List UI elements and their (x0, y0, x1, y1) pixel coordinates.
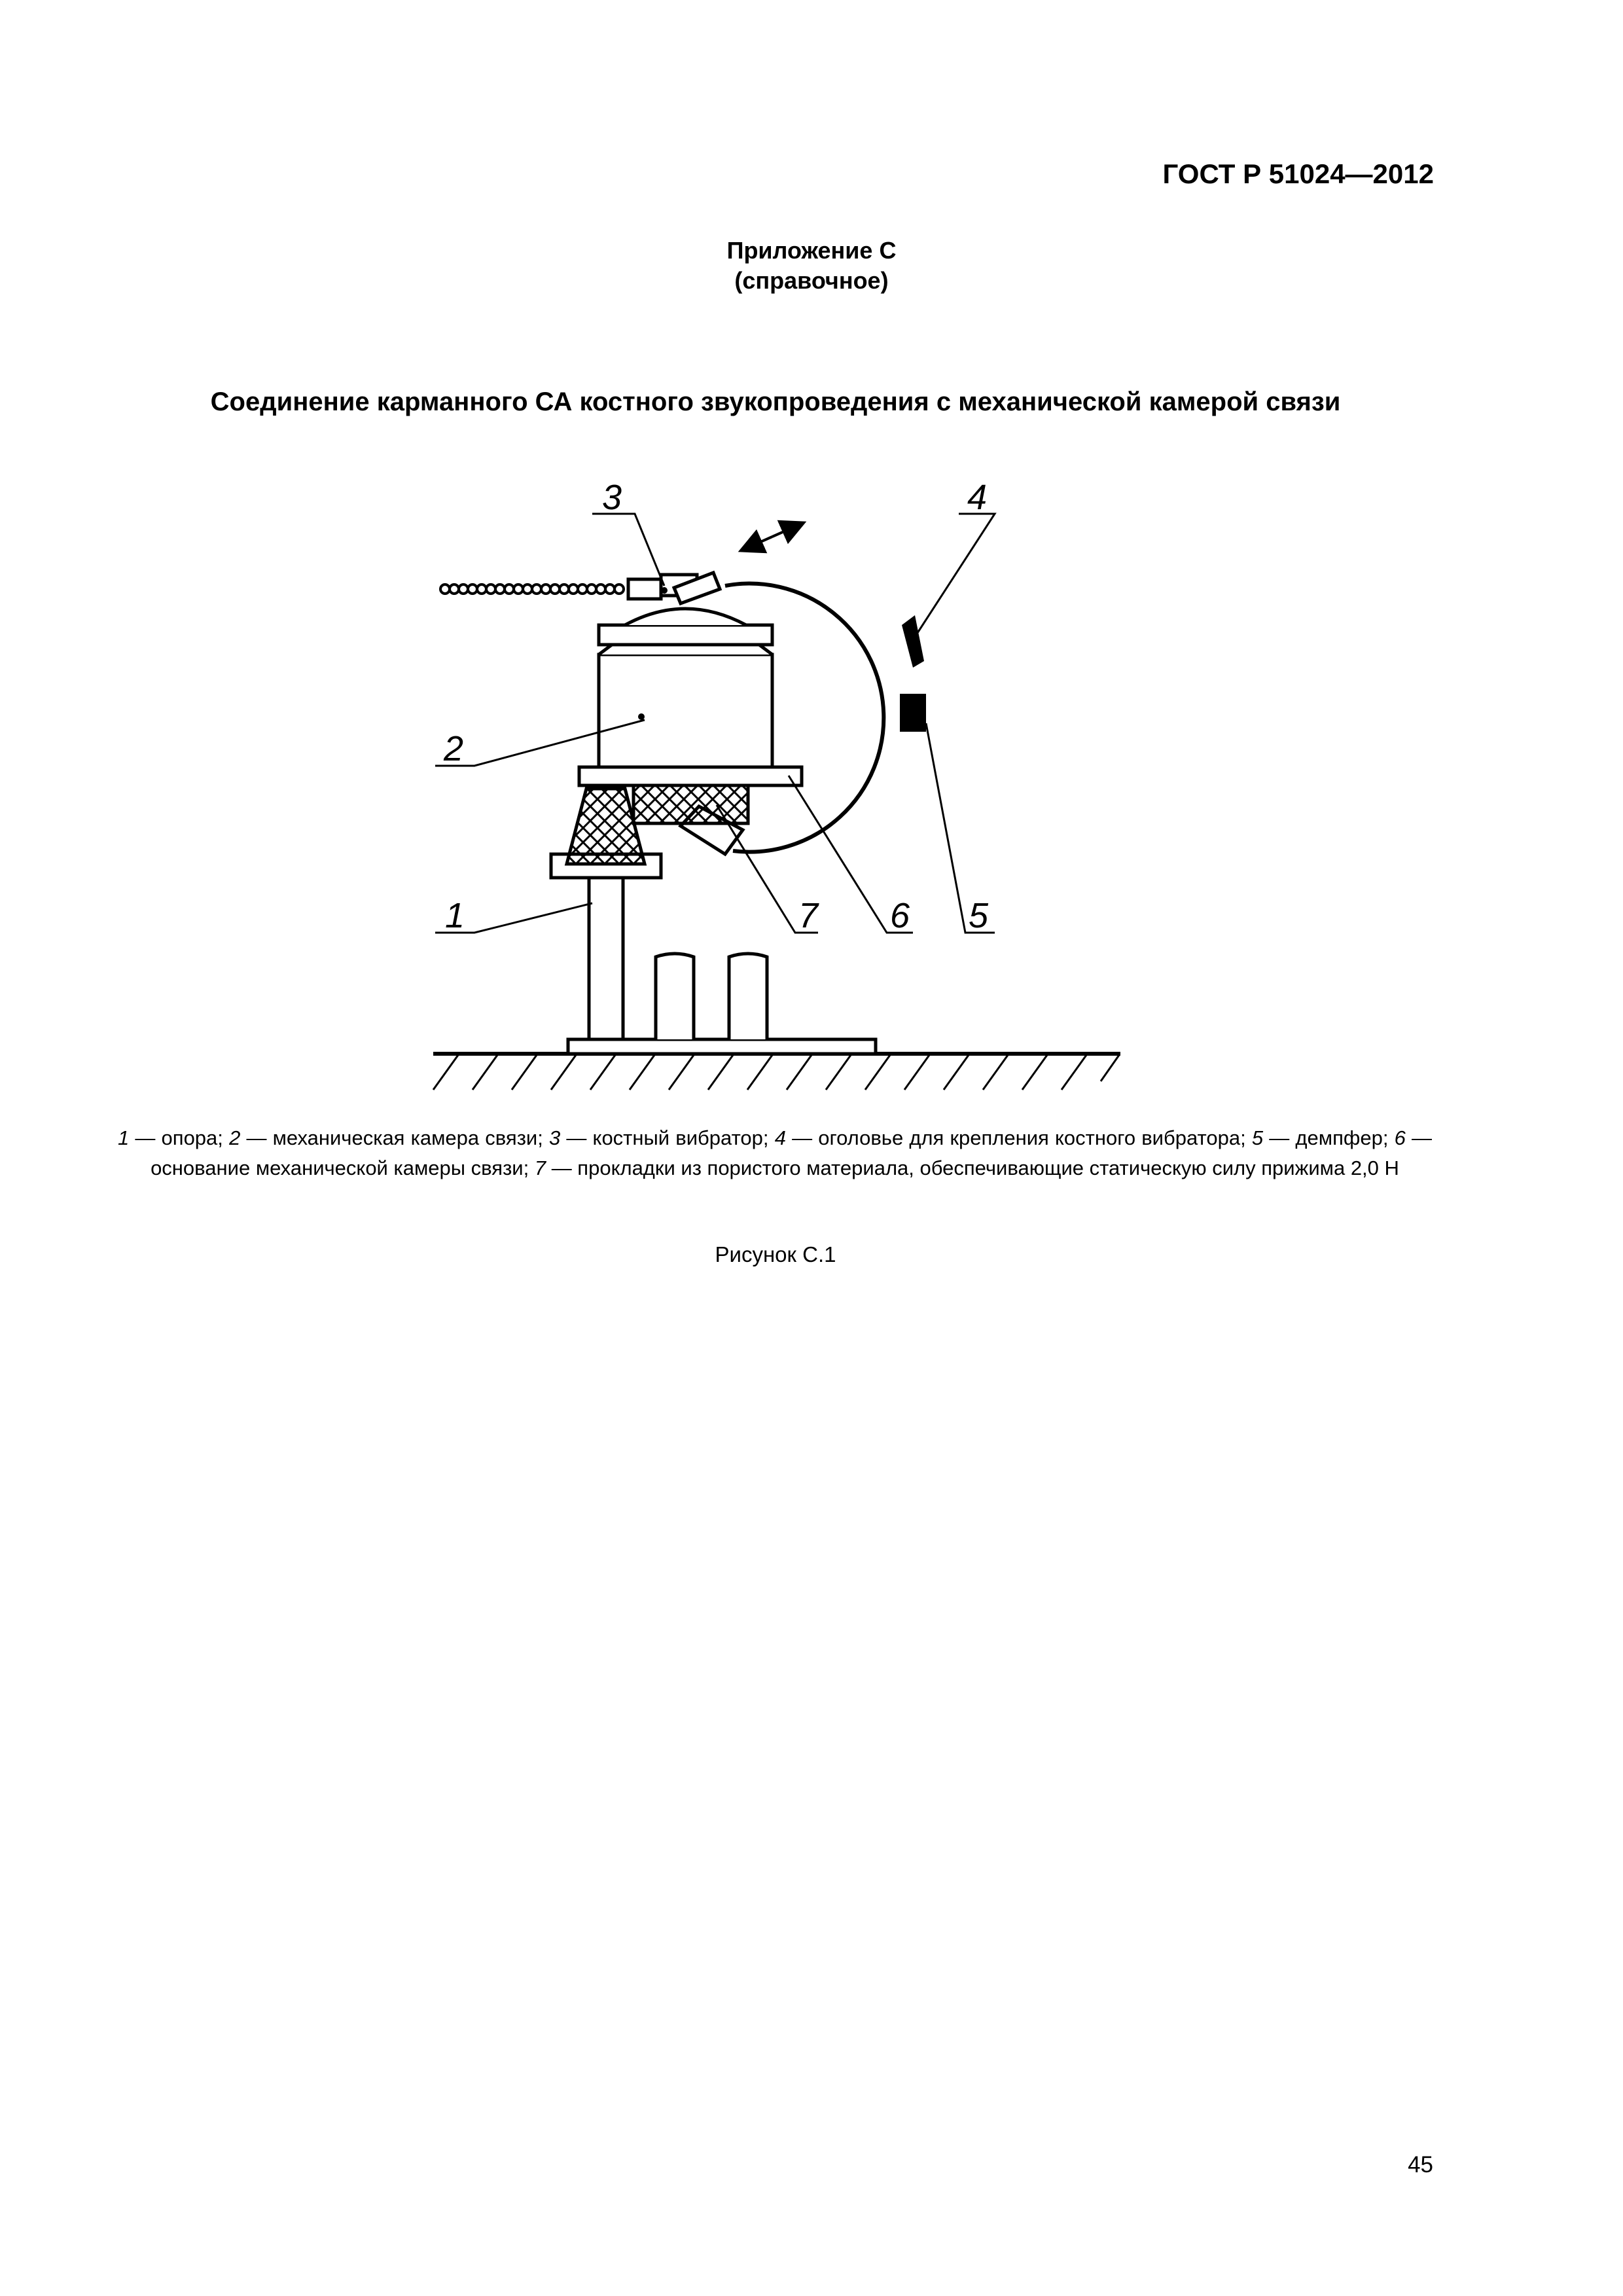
support-post (589, 877, 623, 1039)
legend-text-7: — прокладки из пористого материала, обеспечивающие статическую силу прижима 2,0 Н (546, 1157, 1399, 1179)
base-plate (568, 1039, 876, 1054)
legend-num-2: 2 (229, 1126, 241, 1149)
legend-num-7: 7 (534, 1157, 546, 1179)
appendix-heading (0, 236, 1623, 296)
post-left (656, 954, 694, 1039)
label-5: 5 (969, 896, 989, 935)
headband-pad (902, 615, 924, 668)
appendix-subtitle: (справочное) (734, 267, 889, 294)
legend-num-1: 1 (118, 1126, 130, 1149)
damper (900, 694, 926, 732)
legend-num-3: 3 (548, 1126, 561, 1149)
leader-4 (916, 514, 995, 635)
ground (433, 1054, 1120, 1090)
label-2: 2 (444, 729, 464, 768)
coupler-base (579, 767, 802, 785)
label-7: 7 (798, 896, 819, 935)
legend-num-4: 4 (774, 1126, 786, 1149)
figure-c1-diagram (419, 471, 1132, 1093)
legend-text-5: — демпфер; (1263, 1126, 1395, 1149)
label-6: 6 (890, 896, 910, 935)
chamber-mark (638, 713, 645, 720)
leader-3 (592, 514, 664, 586)
vibrator-mark (661, 587, 668, 594)
cable (440, 584, 624, 594)
legend-text-1: — опора; (129, 1126, 230, 1149)
post-right (729, 954, 767, 1039)
legend-text-6: — основание механической камеры связи; (151, 1126, 1433, 1179)
legend-num-6: 6 (1394, 1126, 1406, 1149)
motion-arrow (743, 524, 802, 550)
coupler-chamber (599, 609, 772, 767)
legend-num-5: 5 (1251, 1126, 1264, 1149)
standard-number: ГОСТ Р 51024—2012 (1162, 158, 1434, 189)
porous-pads (633, 785, 748, 823)
bone-vibrator (628, 573, 720, 603)
appendix-title: Приложение С (726, 237, 897, 264)
label-1: 1 (445, 896, 465, 935)
label-3: 3 (602, 478, 622, 517)
page-number: 45 (1408, 2152, 1433, 2178)
figure-legend (118, 1123, 1432, 1183)
legend-text-3: — костный вибратор; (560, 1126, 775, 1149)
figure-caption: Рисунок С.1 (715, 1242, 836, 1266)
label-4: 4 (967, 478, 988, 517)
legend-text-4: — оголовье для крепления костного вибратора; (785, 1126, 1252, 1149)
section-title: Соединение карманного СА костного звукопроведения с механической камерой связи (210, 387, 1341, 416)
legend-text-2: — механическая камера связи; (240, 1126, 549, 1149)
